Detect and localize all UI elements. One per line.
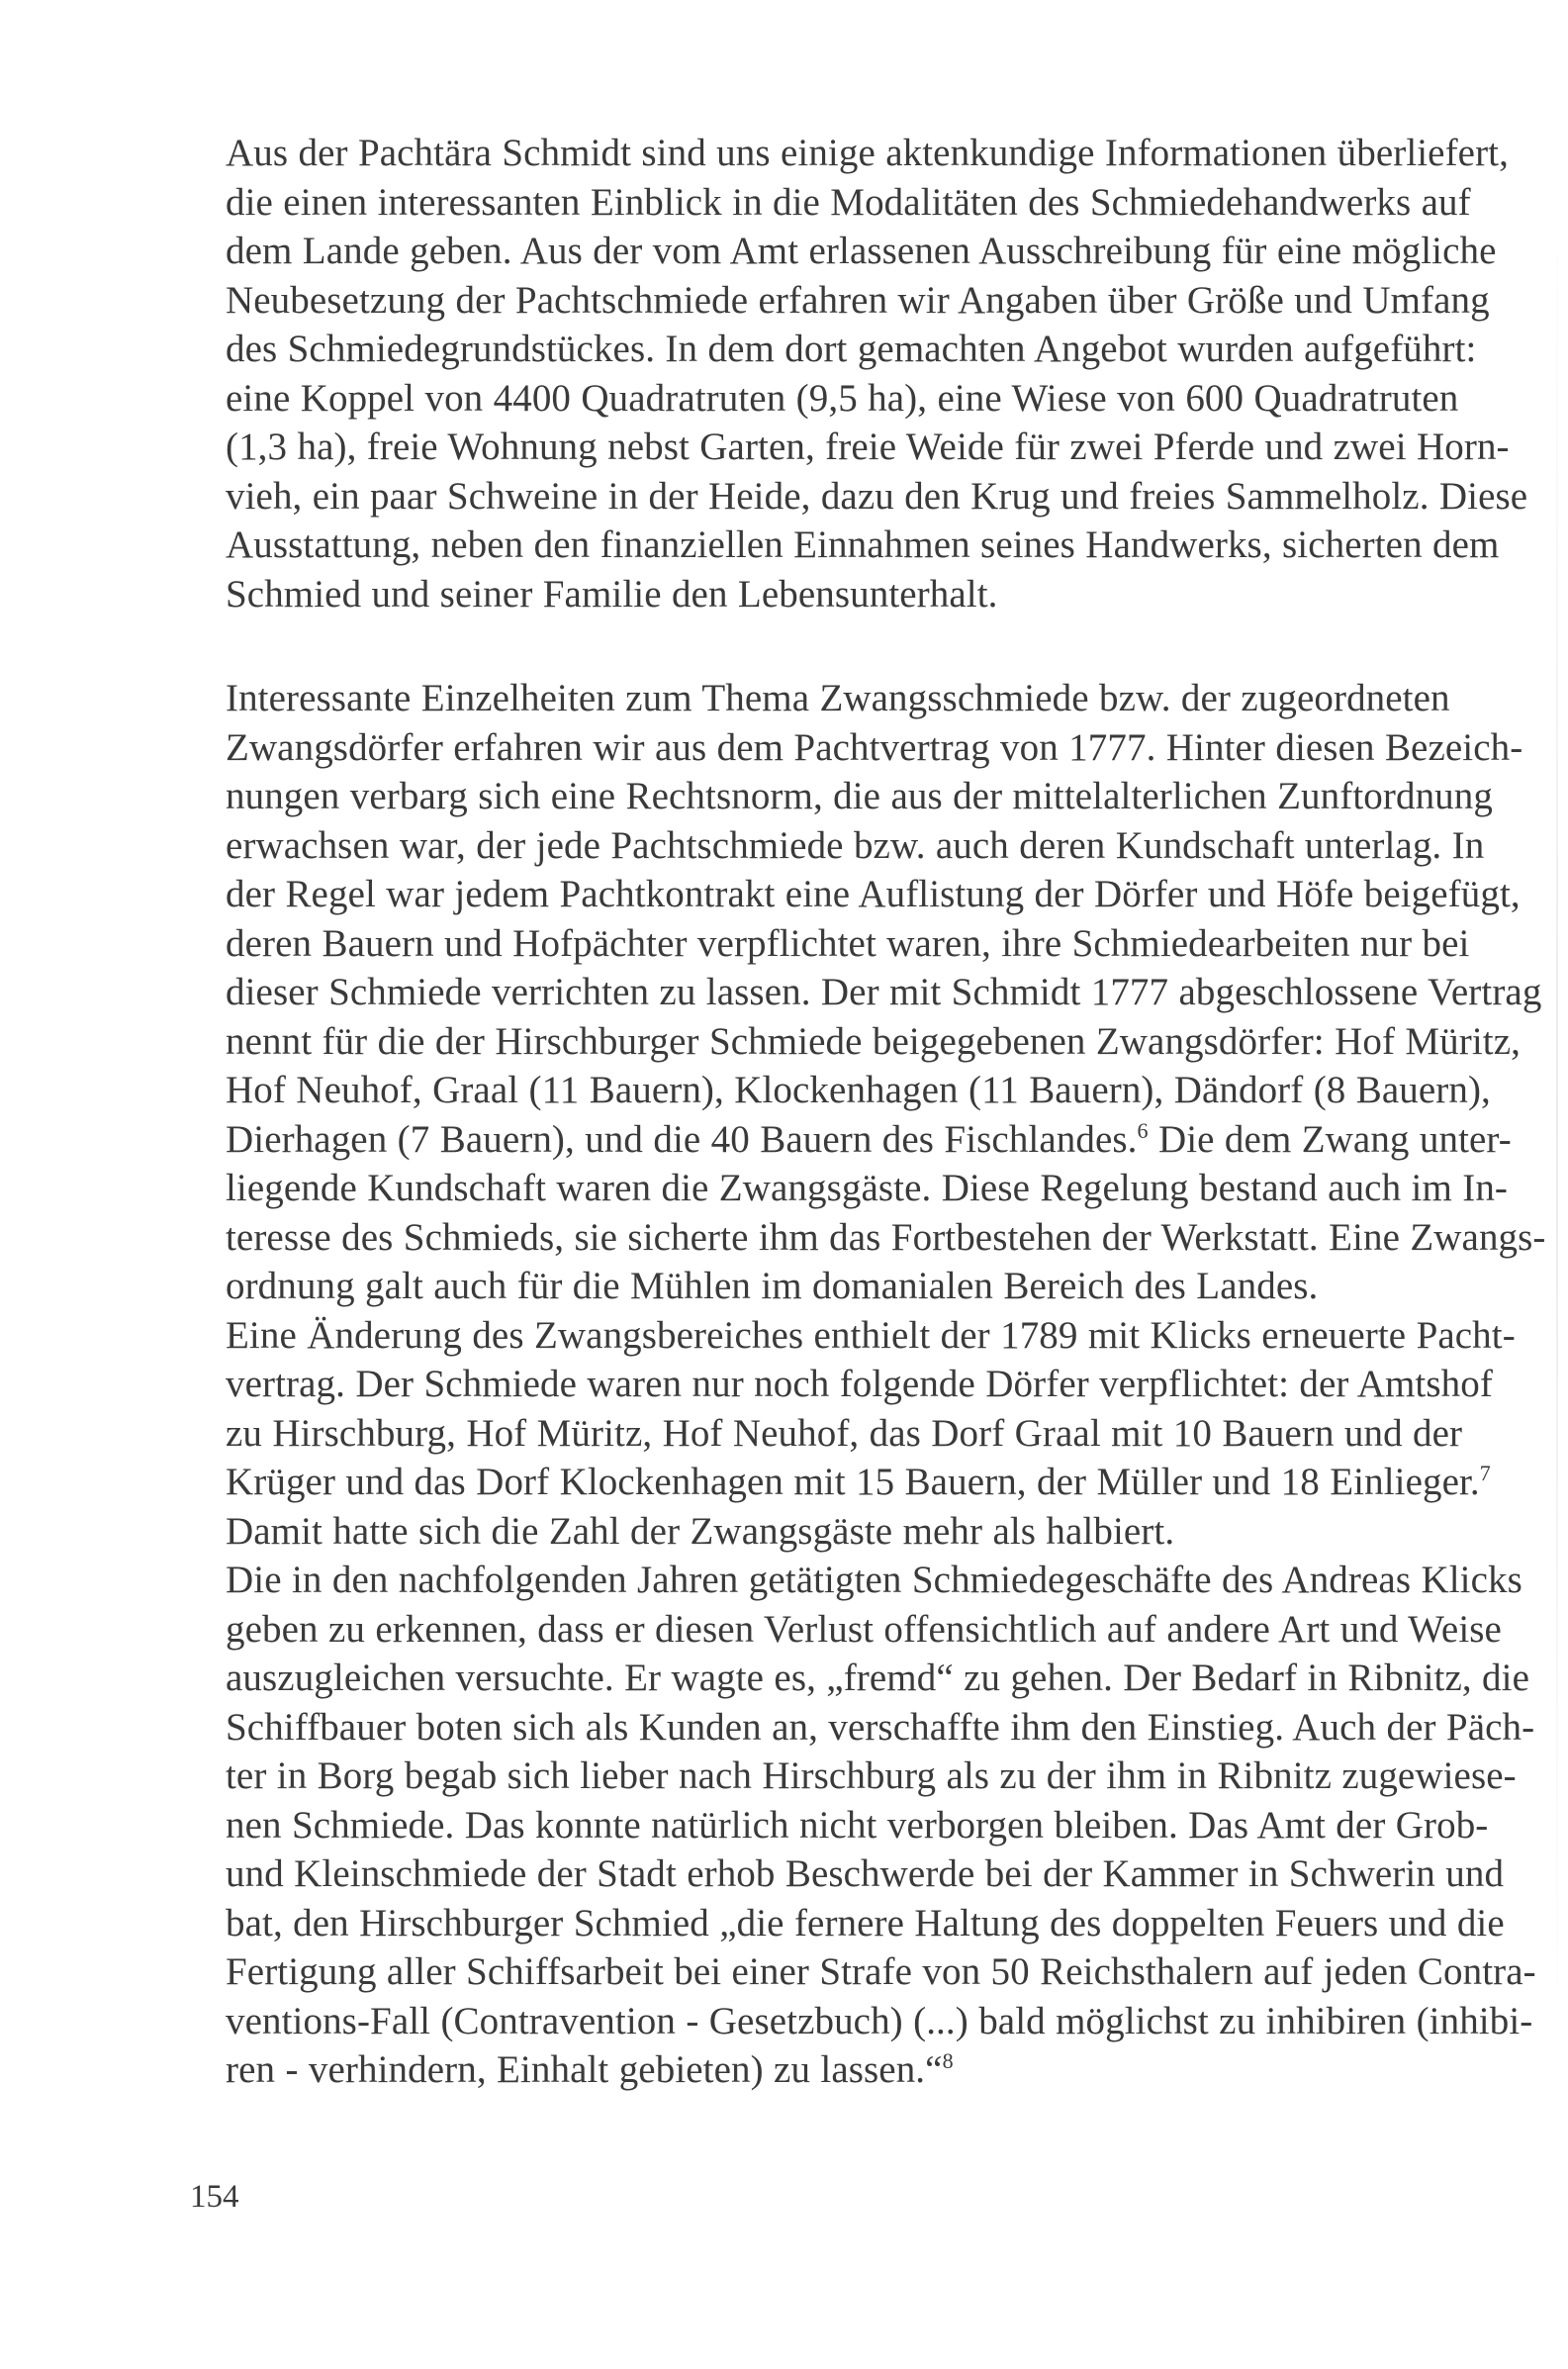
text-line: eine Koppel von 4400 Quadratruten (9,5 ha), eine Wiese von 600 Quadratruten — [226, 376, 1459, 420]
text-line — [226, 1458, 1491, 1507]
text-line: nen Schmiede. Das konnte natürlich nicht verborgen bleiben. Das Amt der Grob- — [226, 1803, 1489, 1847]
text-line: liegende Kundschaft waren die Zwangsgäste. Diese Regelung bestand auch im In- — [226, 1167, 1509, 1209]
text-segment: Dierhagen (7 Bauern), und die 40 Bauern des Fischlandes. — [226, 1117, 1138, 1161]
text-line: auszugleichen versuchte. Er wagte es, „fremd“ zu gehen. Der Bedarf in Ribnitz, die — [226, 1657, 1529, 1699]
text-segment: ren - verhindern, Einhalt gebieten) zu lassen.“ — [226, 2048, 943, 2091]
text-line: deren Bauern und Hofpächter verpflichtet waren, ihre Schmiedearbeiten nur bei — [226, 921, 1470, 965]
text-segment: Die dem Zwang unter- — [1148, 1117, 1512, 1161]
text-line: des Schmiedegrundstückes. In dem dort gemachten Angebot wurden aufgeführt: — [226, 328, 1477, 370]
text-line: Fertigung aller Schiffsarbeit bei einer Strafe von 50 Reichsthalern auf jeden Contra- — [226, 1950, 1536, 1993]
text-line: Eine Änderung des Zwangsbereiches enthielt der 1789 mit Klicks erneuerte Pacht- — [226, 1313, 1516, 1357]
text-line: vertrag. Der Schmiede waren nur noch folgende Dörfer verpflichtet: der Amtshof — [226, 1363, 1493, 1405]
text-line: bat, den Hirschburger Schmied „die fernere Haltung des doppelten Feuers und die — [226, 1901, 1505, 1944]
text-line: ter in Borg begab sich lieber nach Hirschburg als zu der ihm in Ribnitz zugewiese- — [226, 1754, 1517, 1797]
text-line: und Kleinschmiede der Stadt erhob Beschwerde bei der Kammer in Schwerin und — [226, 1852, 1505, 1895]
text-line: Schmied und seiner Familie den Lebensunterhalt. — [226, 572, 998, 616]
text-line: Zwangsdörfer erfahren wir aus dem Pachtvertrag von 1777. Hinter diesen Bezeich- — [226, 725, 1523, 769]
text-line: der Regel war jedem Pachtkontrakt eine Auflistung der Dörfer und Höfe beigefügt, — [226, 873, 1521, 915]
text-line: Neubesetzung der Pachtschmiede erfahren wir Angaben über Größe und Umfang — [226, 278, 1490, 322]
footnote-marker: 8 — [942, 2048, 954, 2073]
text-line: dieser Schmiede verrichten zu lassen. Der mit Schmidt 1777 abgeschlossene Vertrag — [226, 971, 1542, 1013]
text-line: Interessante Einzelheiten zum Thema Zwangsschmiede bzw. der zugeordneten — [226, 677, 1450, 719]
paragraph — [226, 1311, 1516, 1557]
paragraph — [226, 129, 1528, 618]
footnote-marker: 6 — [1137, 1117, 1149, 1143]
text-line: Schiffbauer boten sich als Kunden an, verschaffte ihm den Einstieg. Auch der Päch- — [226, 1705, 1535, 1749]
paragraph — [226, 1556, 1536, 2095]
text-line: Hof Neuhof, Graal (11 Bauern), Klockenhagen (11 Bauern), Dändorf (8 Bauern), — [226, 1069, 1491, 1111]
text-line: erwachsen war, der jede Pachtschmiede bzw. auch deren Kundschaft unterlag. In — [226, 823, 1485, 867]
scan-edge-shadow — [1556, 178, 1558, 2058]
text-line: ventions-Fall (Contravention - Gesetzbuch) (...) bald möglichst zu inhibiren (inhibi- — [226, 1999, 1533, 2042]
text-line: vieh, ein paar Schweine in der Heide, dazu den Krug und freies Sammelholz. Diese — [226, 474, 1528, 518]
text-line: Aus der Pachtära Schmidt sind uns einige aktenkundige Informationen überliefert, — [226, 132, 1509, 174]
text-line: Ausstattung, neben den finanziellen Einnahmen seines Handwerks, sicherten dem — [226, 523, 1500, 566]
text-line: Die in den nachfolgenden Jahren getätigten Schmiedegeschäfte des Andreas Klicks — [226, 1559, 1522, 1601]
text-line — [226, 2045, 1345, 2095]
text-line: dem Lande geben. Aus der vom Amt erlassenen Ausschreibung für eine mögliche — [226, 230, 1497, 272]
text-line: geben zu erkennen, dass er diesen Verlust offensichtlich auf andere Art und Weise — [226, 1607, 1502, 1651]
text-line: nennt für die der Hirschburger Schmiede beigegebenen Zwangsdörfer: Hof Müritz, — [226, 1019, 1521, 1063]
text-line: teresse des Schmieds, sie sicherte ihm das Fortbestehen der Werkstatt. Eine Zwangs- — [226, 1215, 1546, 1259]
section-zwangsschmiede — [226, 674, 1546, 2095]
text-line: nungen verbarg sich eine Rechtsnorm, die aus der mittelalterlichen Zunftordnung — [226, 775, 1493, 817]
footnote-marker: 7 — [1479, 1461, 1491, 1485]
page-number: 154 — [190, 2179, 239, 2215]
text-line: ordnung galt auch für die Mühlen im domanialen Bereich des Landes. — [226, 1265, 1319, 1307]
text-line: die einen interessanten Einblick in die Modalitäten des Schmiedehandwerks auf — [226, 180, 1471, 224]
text-segment: Krüger und das Dorf Klockenhagen mit 15 Bauern, der Müller und 18 Einlieger. — [226, 1461, 1480, 1503]
text-line: zu Hirschburg, Hof Müritz, Hof Neuhof, das Dorf Graal mit 10 Bauern und der — [226, 1411, 1463, 1455]
paragraph — [226, 674, 1546, 1311]
text-line: (1,3 ha), freie Wohnung nebst Garten, freie Weide für zwei Pferde und zwei Horn- — [226, 426, 1510, 468]
text-line — [226, 1115, 1512, 1165]
text-line: Damit hatte sich die Zahl der Zwangsgäste mehr als halbiert. — [226, 1509, 1175, 1553]
paragraph-pachtaera-schmidt — [226, 129, 1528, 618]
